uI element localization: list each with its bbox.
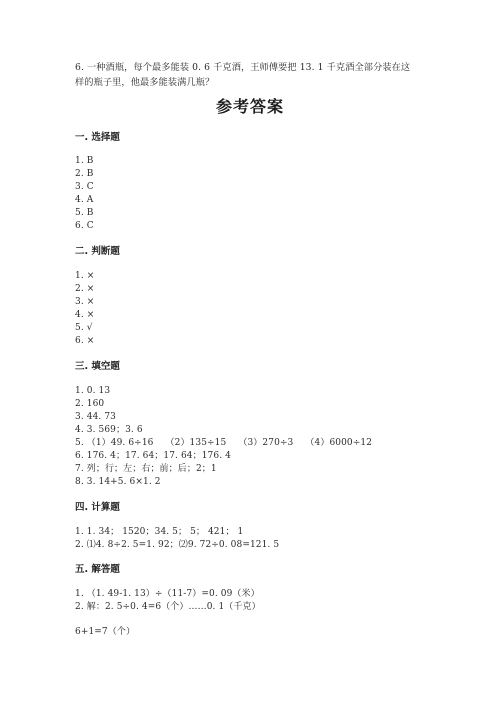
answer-item: 3. 44. 73 [75,412,116,422]
answer-item: 4. × [75,310,95,320]
answer-item: 1. × [75,271,95,281]
problem-6-line-1: 6. 一种酒瓶，每个最多能装 0. 6 千克酒，王师傅要把 13. 1 千克酒全部分装在这 [75,62,411,73]
problem-6-line-2: 样的瓶子里，他最多能装满几瓶？ [75,77,215,88]
answer-item: 2. 解：2. 5÷0. 4=6（个）……0. 1（千克） [75,602,261,612]
answer-item: 3. C [75,182,94,192]
answer-item: 5. √ [75,323,93,333]
section-heading-calculation: 四. 计算题 [75,502,120,513]
answer-item: 2. × [75,284,95,294]
answer-item: 5. （1）49. 6÷16 （2）135÷15 （3）270÷3 （4）6000÷12 [75,438,373,448]
answer-item: 1. （1. 49-1. 13）÷（11-7）=0. 09（米） [75,589,260,599]
answer-item: 4. A [75,195,94,205]
answer-item: 6. C [75,221,94,231]
answer-item: 7. 列；行；左；右；前；后；2；1 [75,464,217,474]
answer-item: 2. ⑴4. 8÷2. 5=1. 92；⑵9. 72÷0. 08=121. 5 [75,540,280,550]
answer-item: 5. B [75,208,94,218]
answer-item: 1. B [75,156,94,166]
answer-item: 1. 0. 13 [75,386,111,396]
section-heading-judgement: 二. 判断题 [75,246,120,257]
answer-title: 参考答案 [215,97,284,116]
section-heading-solution: 五. 解答题 [75,564,120,575]
answer-item: 6. × [75,336,95,346]
answer-item: 6. 176. 4；17. 64；17. 64；176. 4 [75,451,231,461]
answer-item: 6+1=7（个） [75,627,136,637]
answer-item: 2. 160 [75,399,105,409]
answer-item: 4. 3. 569；3. 6 [75,425,143,435]
answer-item: 1. 1. 34； 1520；34. 5； 5； 421； 1 [75,527,244,537]
answer-item: 3. × [75,297,95,307]
answer-item: 8. 3. 14+5. 6×1. 2 [75,477,161,487]
answer-item: 2. B [75,169,94,179]
section-heading-fill-blank: 三. 填空题 [75,361,120,372]
section-heading-choice: 一. 选择题 [75,132,120,143]
